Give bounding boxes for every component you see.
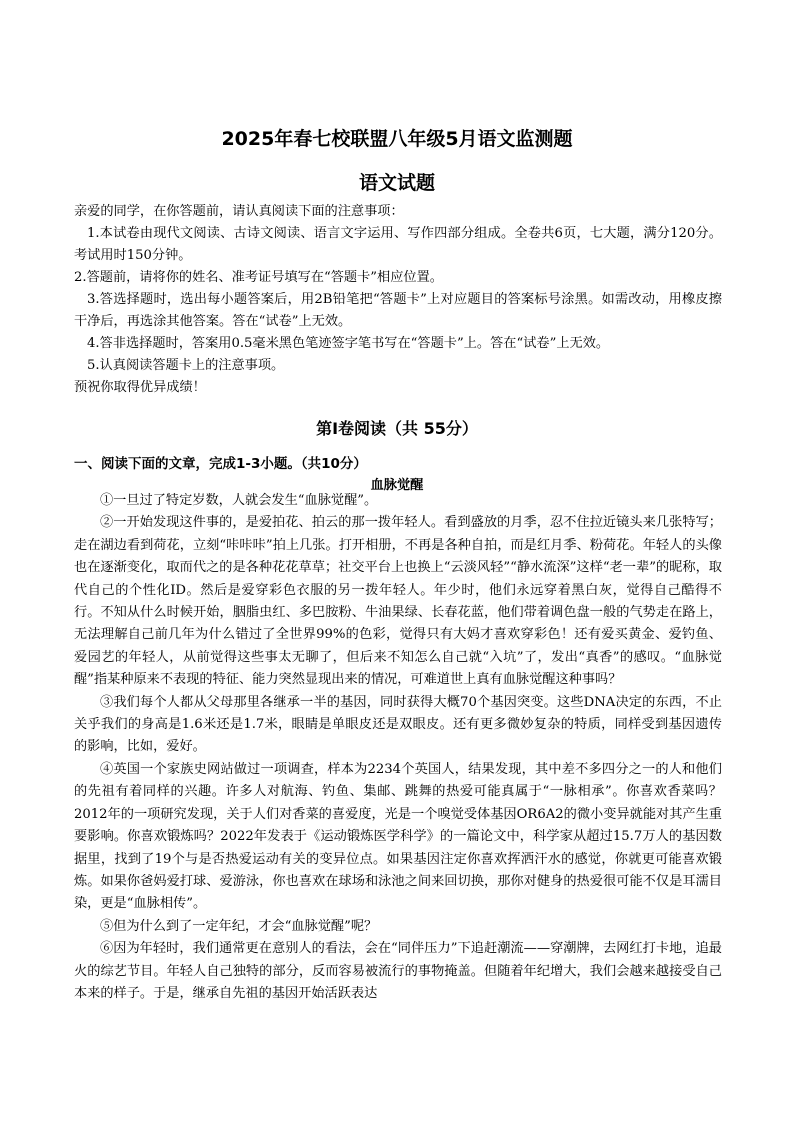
- notice-item: 5.认真阅读答题卡上的注意事项。: [87, 358, 285, 373]
- article-title: 血脉觉醒: [370, 478, 424, 493]
- exam-title: 2025年春七校联盟八年级5月语文监测题: [221, 128, 573, 150]
- article-paragraph: ③我们每个人都从父母那里各继承一半的基因，同时获得大概70个基因突变。这些DNA决定的东西，不止关乎我们的身高是1.6米还是1.7米，眼睛是单眼皮还是双眼皮。还有更多微妙复杂的特质，同样受到基因遗传的影响，比如，爱好。: [74, 694, 722, 755]
- notice-item: 3.答选择题时，选出每小题答案后，用2B铅笔把“答题卡”上对应题目的答案标号涂黑。如需改动，用橡皮擦干净后，再选涂其他答案。答在“试卷”上无效。: [74, 292, 722, 329]
- article-paragraph: ②一开始发现这件事的，是爱拍花、拍云的那一拨年轻人。看到盛放的月季，忍不住拉近镜头来几张特写；走在湖边看到荷花，立刻“咔咔咔”拍上几张。打开相册，不再是各种自拍，而是红月季、粉荷花。年轻人的头像也在逐渐变化，取而代之的是各种花花草草；社交平台上也换上“云淡风轻”“静水流深”这样“老一辈”的昵称，取代自己的个性化ID。然后是爱穿彩色衣服的另一拨年轻人。年少时，他们永远穿着黑白灰，觉得自己酷得不行。不知从什么时候开始，胭脂虫红、多巴胺粉、牛油果绿、长春花蓝，他们带着调色盘一般的气势走在路上，无法理解自己前几年为什么错过了全世界99%的色彩，觉得只有大妈才喜欢穿彩色！还有爱买黄金、爱钓鱼、爱园艺的年轻人，从前觉得这些事太无聊了，但后来不知怎么自己就“入坑”了，发出“真香”的感叹。“血脉觉醒”指某种原来不表现的特征、能力突然显现出来的情况，可难道世上真有血脉觉醒这种事吗？: [74, 515, 722, 688]
- notice-item: 2.答题前，请将你的姓名、准考证号填写在“答题卡”相应位置。: [74, 270, 443, 285]
- notice-item: 4.答非选择题时，答案用0.5毫米黑色笔迹签字笔书写在“答题卡”上。答在“试卷”上无效。: [87, 336, 610, 351]
- exam-subtitle: 语文试题: [358, 172, 435, 194]
- article-paragraph: ④英国一个家族史网站做过一项调查，样本为2234个英国人，结果发现，其中差不多四分之一的人和他们的先祖有着同样的兴趣。许多人对航海、钓鱼、集邮、跳舞的热爱可能真属于“一脉相承”。你喜欢香菜吗？2012年的一项研究发现，关于人们对香菜的喜爱度，光是一个嗅觉受体基因OR6A2的微小变异就能对其产生重要影响。你喜欢锻炼吗？2022年发表于《运动锻炼医学科学》的一篇论文中，科学家从超过15.7万人的基因数据里，找到了19个与是否热爱运动有关的变异位点。如果基因注定你喜欢挥洒汗水的感觉，你就更可能喜欢锻炼。如果你爸妈爱打球、爱游泳，你也喜欢在球场和泳池之间来回切换，那你对健身的热爱很可能不仅是耳濡目染，更是“血脉相传”。: [74, 761, 722, 912]
- question-heading: 一、阅读下面的文章，完成1-3小题。（共10分）: [74, 456, 367, 472]
- notice-item: 1.本试卷由现代文阅读、古诗文阅读、语言文字运用、写作四部分组成。全卷共6页，七大题，满分120分。考试用时150分钟。: [74, 226, 722, 263]
- notice-closing: 预祝你取得优异成绩！: [74, 380, 206, 395]
- notice-greeting: 亲爱的同学，在你答题前，请认真阅读下面的注意事项：: [74, 204, 404, 219]
- article-body: [74, 490, 722, 1005]
- article-paragraph: ⑤但为什么到了一定年纪，才会“血脉觉醒”呢？: [100, 918, 378, 934]
- section-title: 第Ⅰ卷阅读（共 55分）: [316, 419, 478, 438]
- article-paragraph: ①一旦过了特定岁数，人就会发生“血脉觉醒”。: [100, 493, 378, 508]
- article-paragraph: ⑥因为年轻时，我们通常更在意别人的看法，会在“同伴压力”下追赶潮流——穿潮牌，去网红打卡地，追最火的综艺节目。年轻人自己独特的部分，反而容易被流行的事物掩盖。但随着年纪增大，我们会越来越接受自己本来的样子。于是，继承自先祖的基因开始活跃表达: [74, 941, 722, 1001]
- notice-block: [74, 201, 722, 399]
